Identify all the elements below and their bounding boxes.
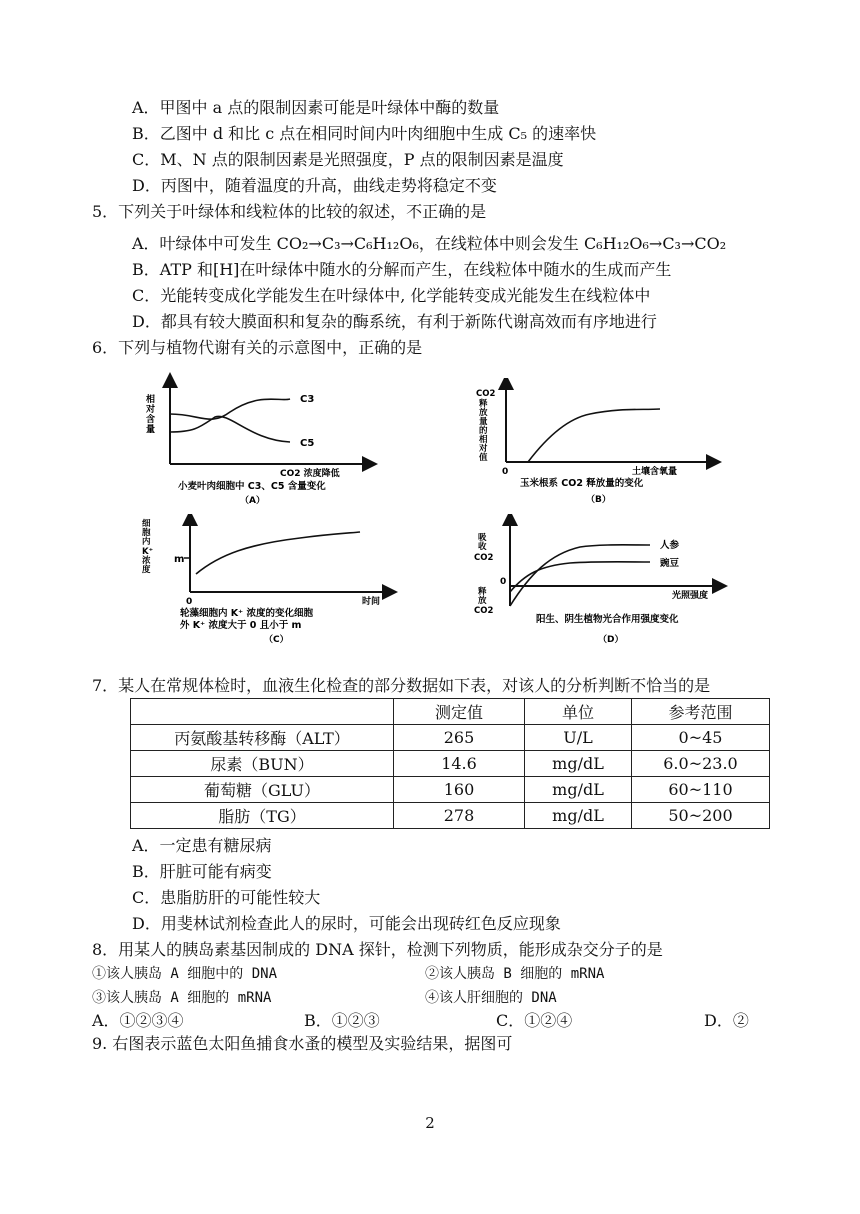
fig-d-ylabel-top-2: 收 bbox=[478, 542, 487, 552]
fig-d-xlabel: 光照强度 bbox=[672, 591, 709, 601]
fig-d-origin: 0 bbox=[500, 577, 507, 587]
table-cell: 尿素（BUN） bbox=[131, 751, 394, 777]
fig-d-ylabel-top-1: 吸 bbox=[478, 533, 487, 543]
fig-b-origin: 0 bbox=[502, 467, 509, 477]
fig-c-tag: （C） bbox=[264, 635, 289, 645]
table-cell: 60~110 bbox=[632, 777, 770, 803]
table-cell: 葡萄糖（GLU） bbox=[131, 777, 394, 803]
q7-option-d: D．用斐林试剂检查此人的尿时，可能会出现砖红色反应现象 bbox=[132, 914, 561, 933]
table-cell: 50~200 bbox=[632, 803, 770, 829]
q4-option-c: C．M、N 点的限制因素是光照强度，P 点的限制因素是温度 bbox=[132, 150, 564, 169]
q5-stem: 5．下列关于叶绿体和线粒体的比较的叙述，不正确的是 bbox=[92, 202, 487, 221]
fig-a-ylabel-3: 含 bbox=[146, 415, 156, 425]
fig-d-ylabel-bottom-3: CO2 bbox=[474, 606, 494, 616]
table-cell: 0~45 bbox=[632, 725, 770, 751]
table-header-cell: 单位 bbox=[525, 699, 632, 725]
fig-b-caption: 玉米根系 CO2 释放量的变化 bbox=[520, 478, 644, 489]
table-cell: 脂肪（TG） bbox=[131, 803, 394, 829]
fig-b-ylabel-8: 值 bbox=[479, 453, 488, 463]
fig-d-renshen-label: 人参 bbox=[660, 540, 680, 551]
fig-a-xlabel: CO2 浓度降低 bbox=[280, 469, 340, 479]
fig-c-ylabel-5: 浓 bbox=[142, 556, 151, 566]
table-header-cell: 参考范围 bbox=[632, 699, 770, 725]
fig-d-wandou-label: 豌豆 bbox=[660, 558, 680, 569]
table-cell: mg/dL bbox=[525, 777, 632, 803]
q7-option-c: C．患脂肪肝的可能性较大 bbox=[132, 888, 321, 907]
figure-c bbox=[140, 514, 410, 646]
table-row bbox=[131, 777, 770, 803]
table-cell: 6.0~23.0 bbox=[632, 751, 770, 777]
figure-a bbox=[140, 372, 400, 507]
fig-a-c3-curve bbox=[170, 399, 290, 419]
q7-option-a: A．一定患有糖尿病 bbox=[132, 836, 272, 855]
q7-option-b: B．肝脏可能有病变 bbox=[132, 862, 272, 881]
fig-c-ylabel-3: 内 bbox=[142, 537, 151, 547]
fig-c-ylabel-1: 细 bbox=[142, 519, 151, 529]
table-header-row bbox=[131, 699, 770, 725]
fig-b-ylabel-6: 相 bbox=[479, 435, 488, 445]
fig-c-curve bbox=[196, 532, 360, 574]
table-cell: 160 bbox=[394, 777, 525, 803]
fig-a-c5-label: C5 bbox=[300, 438, 315, 449]
fig-a-c3-label: C3 bbox=[300, 394, 315, 405]
fig-b-ylabel-3: 放 bbox=[479, 408, 488, 418]
q5-option-b: B．ATP 和[H]在叶绿体中随水的分解而产生，在线粒体中随水的生成而产生 bbox=[132, 260, 672, 279]
q4-option-a: A．甲图中 a 点的限制因素可能是叶绿体中酶的数量 bbox=[132, 98, 500, 117]
fig-a-ylabel-4: 量 bbox=[146, 425, 156, 435]
fig-b-tag: （B） bbox=[586, 495, 611, 505]
fig-c-m-label: m bbox=[174, 554, 185, 565]
fig-c-caption-1: 轮藻细胞内 K⁺ 浓度的变化细胞 bbox=[180, 608, 313, 619]
q8-option-c: C．①②④ bbox=[496, 1011, 573, 1030]
table-cell: mg/dL bbox=[525, 803, 632, 829]
table-cell: U/L bbox=[525, 725, 632, 751]
q4-option-b: B．乙图中 d 和比 c 点在相同时间内叶肉细胞中生成 C₅ 的速率快 bbox=[132, 124, 597, 143]
q8-stem: 8．用某人的胰岛素基因制成的 DNA 探针，检测下列物质，能形成杂交分子的是 bbox=[92, 940, 663, 959]
table-cell: 278 bbox=[394, 803, 525, 829]
table-row bbox=[131, 751, 770, 777]
q8-option-d: D．② bbox=[704, 1011, 749, 1030]
fig-d-ylabel-top-3: CO2 bbox=[474, 553, 494, 563]
fig-b-ylabel-5: 的 bbox=[479, 426, 488, 436]
fig-d-renshen-curve bbox=[510, 545, 650, 606]
fig-d-caption: 阳生、阴生植物光合作用强度变化 bbox=[536, 614, 679, 625]
q8-item-4: ④该人肝细胞的 DNA bbox=[425, 990, 557, 1006]
q6-stem: 6．下列与植物代谢有关的示意图中，正确的是 bbox=[92, 338, 423, 357]
fig-d-ylabel-bottom-1: 释 bbox=[478, 587, 487, 597]
fig-c-origin: 0 bbox=[186, 597, 193, 607]
table-cell: mg/dL bbox=[525, 751, 632, 777]
q8-item-1: ①该人胰岛 A 细胞中的 DNA bbox=[92, 966, 278, 982]
figure-d bbox=[470, 514, 740, 646]
table-cell: 265 bbox=[394, 725, 525, 751]
q5-option-a: A．叶绿体中可发生 CO₂→C₃→C₆H₁₂O₆，在线粒体中则会发生 C₆H₁₂O₆→C₃→CO₂ bbox=[132, 234, 727, 253]
table-row bbox=[131, 803, 770, 829]
fig-b-ylabel-2: 释 bbox=[479, 399, 488, 409]
table-header-cell: 测定值 bbox=[394, 699, 525, 725]
fig-c-ylabel-6: 度 bbox=[142, 565, 151, 575]
table-cell: 14.6 bbox=[394, 751, 525, 777]
fig-a-tag: （A） bbox=[240, 496, 265, 506]
fig-c-ylabel-4: K⁺ bbox=[142, 547, 154, 557]
q8-option-b: B．①②③ bbox=[304, 1011, 380, 1030]
fig-b-ylabel-1: CO2 bbox=[476, 389, 496, 399]
table-row bbox=[131, 725, 770, 751]
fig-c-caption-2: 外 K⁺ 浓度大于 0 且小于 m bbox=[180, 620, 302, 631]
table-header-cell bbox=[131, 699, 394, 725]
fig-b-ylabel-7: 对 bbox=[479, 444, 488, 454]
fig-a-ylabel-1: 相 bbox=[146, 395, 156, 405]
q5-option-c: C．光能转变成化学能发生在叶绿体中, 化学能转变成光能发生在线粒体中 bbox=[132, 286, 651, 305]
q7-stem: 7．某人在常规体检时，血液生化检查的部分数据如下表，对该人的分析判断不恰当的是 bbox=[92, 676, 711, 695]
fig-b-curve bbox=[528, 409, 660, 462]
fig-b-xlabel: 土壤含氧量 bbox=[632, 467, 678, 477]
figure-b bbox=[470, 378, 730, 508]
fig-d-ylabel-bottom-2: 放 bbox=[478, 596, 487, 606]
q8-option-a: A．①②③④ bbox=[92, 1011, 184, 1030]
table-cell: 丙氨酸基转移酶（ALT） bbox=[131, 725, 394, 751]
fig-b-ylabel-4: 量 bbox=[479, 417, 488, 427]
q5-option-d: D．都具有较大膜面积和复杂的酶系统，有利于新陈代谢高效而有序地进行 bbox=[132, 312, 657, 331]
q8-item-2: ②该人胰岛 B 细胞的 mRNA bbox=[425, 966, 605, 982]
q8-item-3: ③该人胰岛 A 细胞的 mRNA bbox=[92, 990, 272, 1006]
q9-stem: 9. 右图表示蓝色太阳鱼捕食水蚤的模型及实验结果，据图可 bbox=[92, 1034, 513, 1053]
fig-a-ylabel-2: 对 bbox=[146, 405, 156, 415]
q4-option-d: D．丙图中，随着温度的升高，曲线走势将稳定不变 bbox=[132, 176, 497, 195]
blood-test-table bbox=[130, 698, 770, 829]
fig-c-xlabel: 时间 bbox=[362, 597, 381, 607]
fig-a-caption: 小麦叶肉细胞中 C3、C5 含量变化 bbox=[178, 481, 326, 492]
fig-c-ylabel-2: 胞 bbox=[142, 528, 151, 538]
page-number: 2 bbox=[425, 1114, 435, 1132]
fig-a-c5-curve bbox=[170, 416, 290, 442]
fig-d-tag: （D） bbox=[598, 635, 624, 645]
